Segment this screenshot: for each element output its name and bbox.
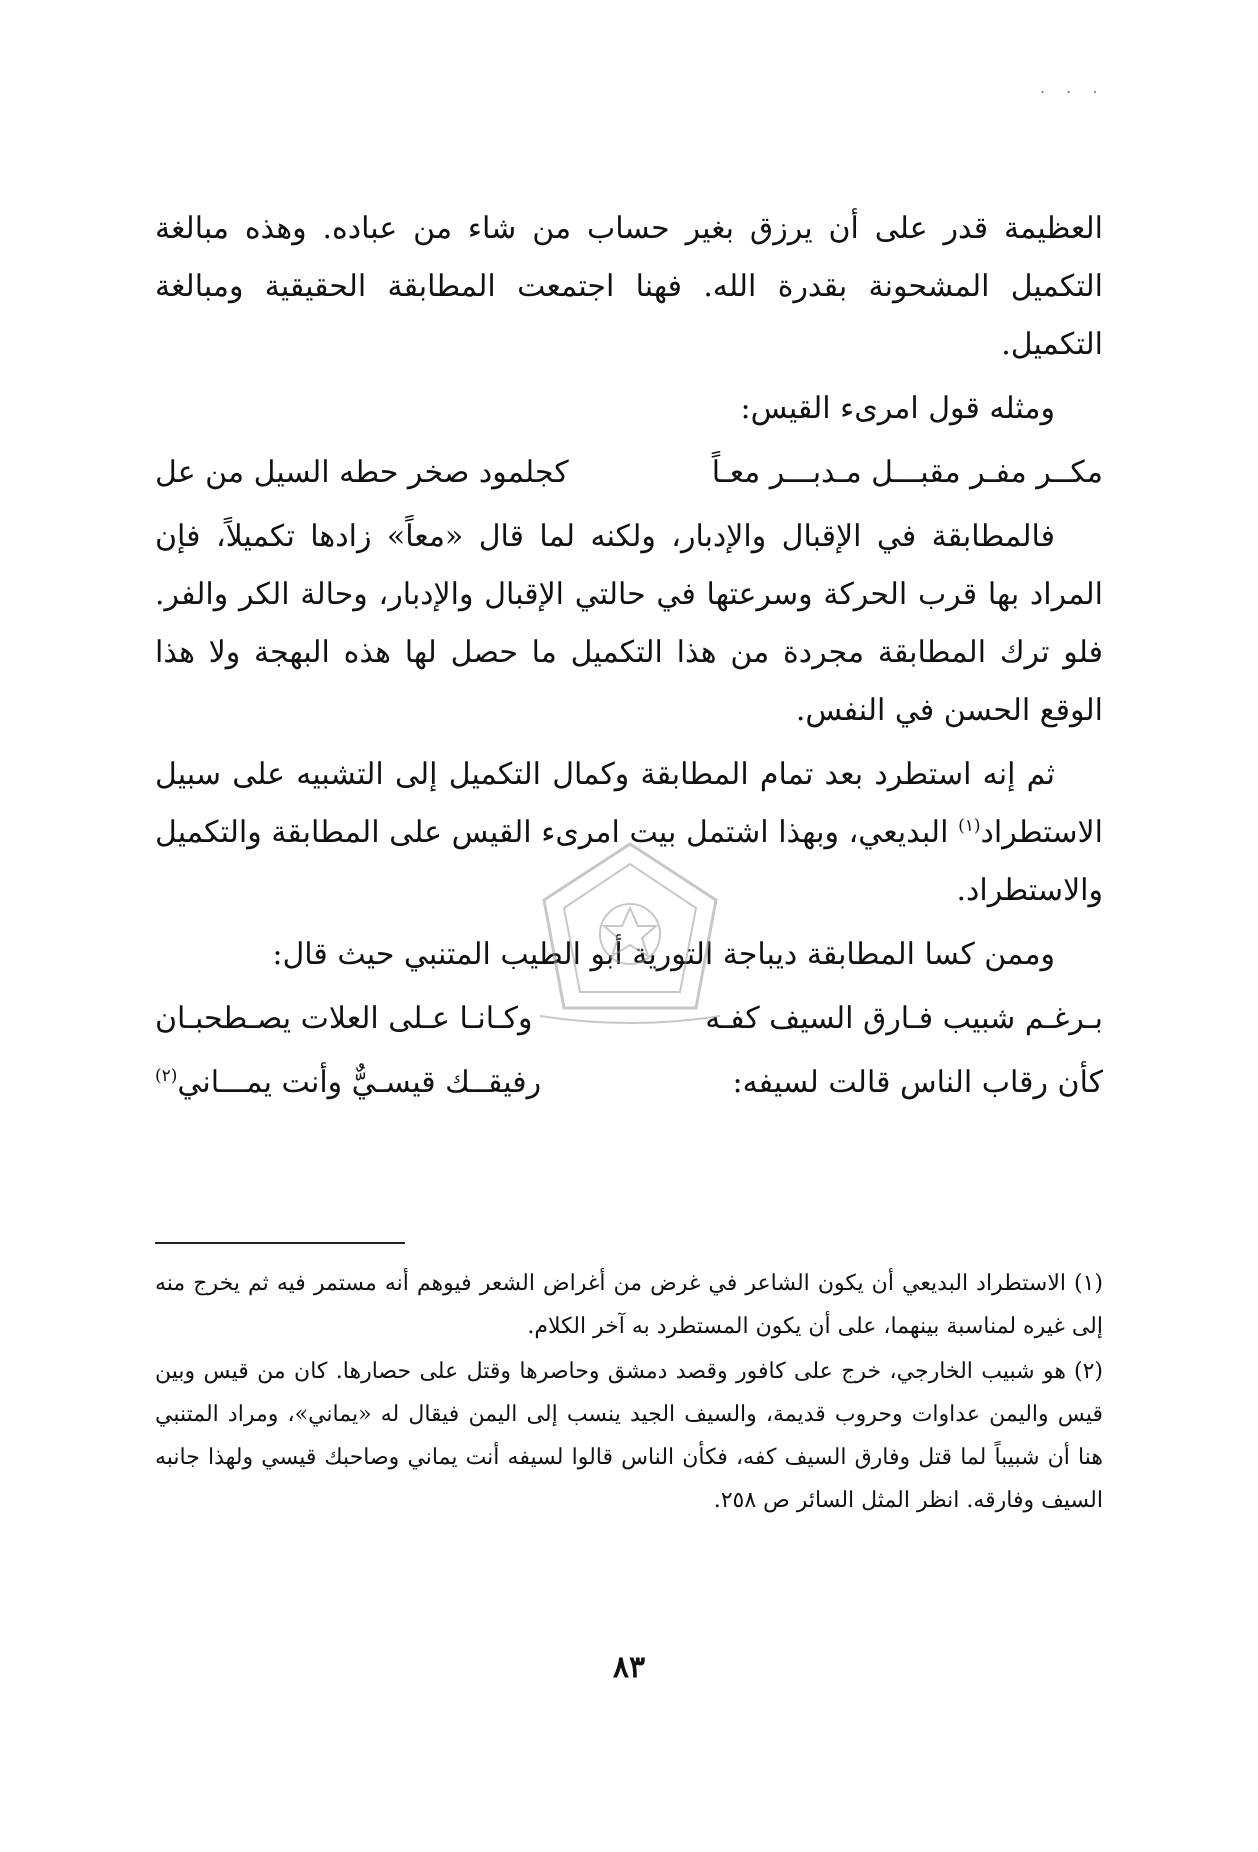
paragraph-1: العظيمة قدر على أن يرزق بغير حساب من شاء من عباده. وهذه مبالغة التكميل المشحونة بقدرة الله. فهنا اجتمعت المطابقة الحقيقية ومبالغة التكميل. <box>155 211 1103 362</box>
top-dots: . . . <box>1040 78 1106 97</box>
footnote-2-text: هو شبيب الخارجي، خرج على كافور وقصد دمشق وحاصرها وقتل على حصارها. كان من قيس وبين قيس واليمن عداوات وحروب قديمة، والسيف الجيد ينسب إلى اليمن فيقال له «يماني»، ومراد المتنبي هنا أن شبيباً لما قتل وفارق السيف كفه، فكأن الناس قالوا لسيفه أنت يماني وصاحبك قيسي ولهذا جانبه السيف وفارقه. انظر المثل السائر ص ٢٥٨. <box>155 1359 1103 1513</box>
page-number: ٨٣ <box>612 1650 646 1685</box>
verse-1-first-hemistich: مكــر مفـر مقبـــل مـدبـــر معـاً <box>711 455 1103 490</box>
verse-3-first-hemistich: كأن رقاب الناس قالت لسيفه: <box>732 1065 1103 1100</box>
verse-3-second-text: رفيقــك قيسـيٌّ وأنت يمـــاني <box>177 1065 542 1100</box>
footnote-ref-2: (٢) <box>155 1066 178 1086</box>
paragraph-4-text-b: البديعي، وبهذا اشتمل بيت امرىء القيس على المطابقة والتكميل والاستطراد. <box>155 815 1103 908</box>
footnote-2 <box>155 1350 1103 1522</box>
footnote-1-number: (١) <box>1073 1271 1103 1296</box>
verse-2-second-hemistich: وكـانـا عـلى العلات يصـطحبـان <box>155 1001 533 1036</box>
paragraph-4-text-a: ثم إنه استطرد بعد تمام المطابقة وكمال التكميل إلى التشبيه على سبيل الاستطراد <box>155 757 1103 850</box>
paragraph-3: فالمطابقة في الإقبال والإدبار، ولكنه لما قال «معاً» زادها تكميلاً، فإن المراد بها قرب الحركة وسرعتها في حالتي الإقبال والإدبار، وحالة الكر والفر. فلو ترك المطابقة مجردة من هذا التكميل ما حصل لها هذه البهجة ولا هذا الوقع الحسن في النفس. <box>155 519 1103 728</box>
verse-imru-al-qais <box>155 444 1103 502</box>
footnotes <box>155 1262 1103 1524</box>
footnote-separator <box>155 1242 405 1244</box>
footnote-1 <box>155 1262 1103 1348</box>
paragraph-4 <box>155 746 1103 920</box>
verse-1-second-hemistich: كجلمود صخر حطه السيل من عل <box>155 455 569 490</box>
verse-3-second-hemistich <box>155 1054 541 1112</box>
paragraph-2: ومثله قول امرىء القيس: <box>740 391 1055 426</box>
main-text <box>155 200 1103 1118</box>
footnote-ref-1: (١) <box>958 816 981 836</box>
verse-mutanabbi-1 <box>155 990 1103 1048</box>
footnote-2-number: (٢) <box>1073 1359 1103 1384</box>
footnote-1-text: الاستطراد البديعي أن يكون الشاعر في غرض من أغراض الشعر فيوهم أنه مستمر فيه ثم يخرج منه إلى غيره لمناسبة بينهما، على أن يكون المستطرد به آخر الكلام. <box>155 1271 1103 1339</box>
verse-2-first-hemistich: بـرغـم شبيب فـارق السيف كفـه <box>705 1001 1103 1036</box>
verse-mutanabbi-2 <box>155 1054 1103 1112</box>
paragraph-5: وممن كسا المطابقة ديباجة التورية أبو الطيب المتنبي حيث قال: <box>272 937 1055 972</box>
